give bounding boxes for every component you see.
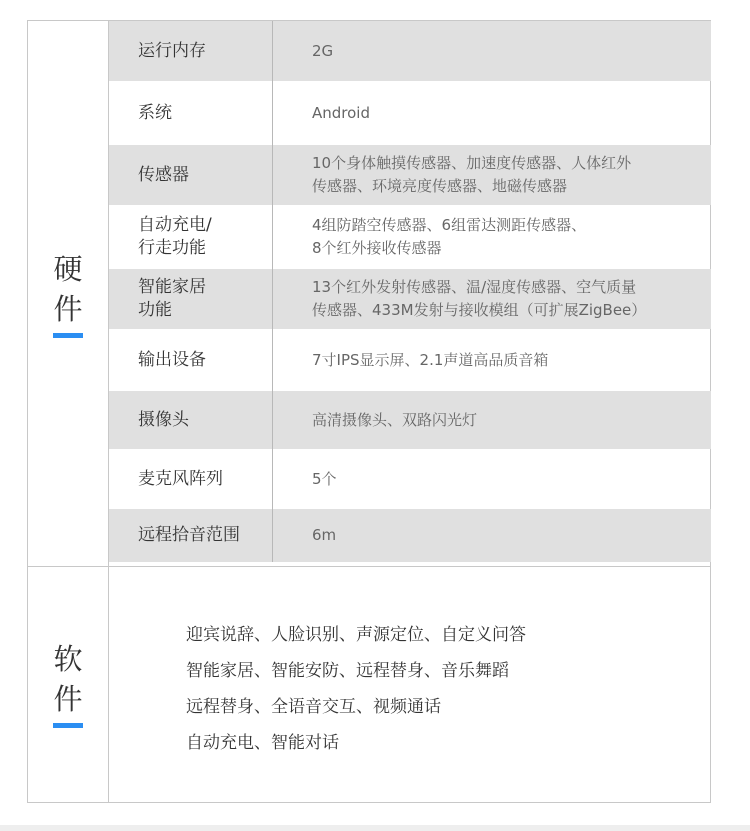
software-feature-line: 智能家居、智能安防、远程替身、音乐舞蹈 <box>186 661 509 681</box>
spec-row-memory <box>109 21 711 81</box>
software-feature-line: 自动充电、智能对话 <box>186 733 339 753</box>
spec-value-text: 4组防踏空传感器、6组雷达测距传感器、 <box>312 216 587 234</box>
spec-key <box>109 205 273 269</box>
spec-key-text: 传感器 <box>138 164 189 185</box>
spec-row-output <box>109 329 711 391</box>
spec-key-text: 智能家居 <box>138 277 206 297</box>
hardware-accent-bar <box>53 333 83 338</box>
spec-value-text: 传感器、433M发射与接收模组（可扩展ZigBee） <box>312 301 647 319</box>
spec-row-pickup-range <box>109 509 711 562</box>
spec-value <box>273 145 711 205</box>
spec-key <box>109 145 273 205</box>
software-section-label <box>28 639 108 728</box>
spec-value <box>273 205 711 269</box>
hardware-label-char-2: 件 <box>53 292 83 326</box>
spec-value-text: Android <box>312 103 370 122</box>
section-divider <box>28 566 710 567</box>
spec-value-text: 10个身体触摸传感器、加速度传感器、人体红外 <box>312 154 632 172</box>
hardware-label-char-1: 硬 <box>53 252 83 286</box>
spec-value <box>273 391 711 449</box>
software-feature-line: 远程替身、全语音交互、视频通话 <box>186 697 441 717</box>
spec-value-text: 13个红外发射传感器、温/湿度传感器、空气质量 <box>312 278 637 296</box>
spec-value <box>273 509 711 562</box>
spec-value-text: 传感器、环境亮度传感器、地磁传感器 <box>312 177 568 195</box>
spec-value <box>273 21 711 81</box>
spec-key-text: 麦克风阵列 <box>138 468 223 489</box>
spec-key-text: 运行内存 <box>138 40 206 61</box>
spec-key <box>109 509 273 562</box>
spec-key <box>109 329 273 391</box>
spec-value-text: 2G <box>312 41 334 60</box>
spec-key-text: 功能 <box>138 300 172 320</box>
spec-key <box>109 269 273 329</box>
spec-key-text: 摄像头 <box>138 409 189 430</box>
spec-key <box>109 391 273 449</box>
spec-value <box>273 329 711 391</box>
spec-key <box>109 449 273 509</box>
spec-key-text: 系统 <box>138 102 172 123</box>
hardware-section-label <box>28 249 108 338</box>
spec-key-text: 自动充电/ <box>138 215 212 235</box>
spec-table <box>27 20 711 803</box>
spec-key <box>109 81 273 145</box>
spec-value-text: 7寸IPS显示屏、2.1声道高品质音箱 <box>312 350 549 369</box>
software-label-char-1: 软 <box>53 642 83 676</box>
spec-row-camera <box>109 391 711 449</box>
bottom-strip <box>0 825 750 831</box>
spec-key-text: 输出设备 <box>138 349 206 370</box>
spec-value-text: 5个 <box>312 469 337 488</box>
spec-row-sensors <box>109 145 711 205</box>
hardware-spec-rows <box>109 21 711 562</box>
spec-key-text: 行走功能 <box>138 238 206 258</box>
spec-row-mic-array <box>109 449 711 509</box>
software-accent-bar <box>53 723 83 728</box>
spec-value-text: 6m <box>312 526 337 544</box>
spec-key <box>109 21 273 81</box>
software-feature-line: 迎宾说辞、人脸识别、声源定位、自定义问答 <box>186 625 526 645</box>
spec-row-smart-home <box>109 269 711 329</box>
spec-value <box>273 269 711 329</box>
spec-value <box>273 449 711 509</box>
spec-value <box>273 81 711 145</box>
spec-value-text: 8个红外接收传感器 <box>312 239 442 257</box>
software-feature-list <box>186 617 686 761</box>
spec-row-system <box>109 81 711 145</box>
spec-row-auto-charge <box>109 205 711 269</box>
spec-key-text: 远程拾音范围 <box>138 525 240 545</box>
software-label-char-2: 件 <box>53 682 83 716</box>
spec-value-text: 高清摄像头、双路闪光灯 <box>312 410 478 429</box>
